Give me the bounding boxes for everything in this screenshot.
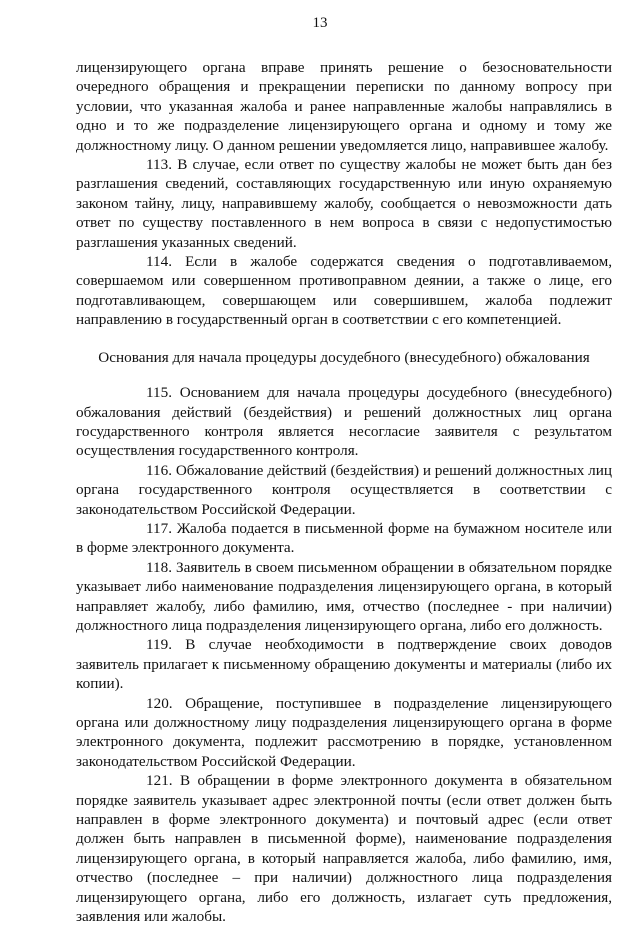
paragraph-114: 114. Если в жалобе содержатся сведения о подготавливаемом, совершаемом или совершенном противоправном деянии, а также о лице, его подготавливающем, совершающем или совершившем, жалоба подлежит направлению в государственный орган в соответствии с его компетенцией. <box>76 253 612 329</box>
paragraph-continuation: лицензирующего органа вправе принять решение о безосновательности очередного обращения и прекращении переписки по данному вопросу при условии, что указанная жалоба и ранее направленные жалобы направлялись в одно и то же подразделение лицензирующего органа и одному и тому же должностному лицу. О данном решении уведомляется лицо, направившее жалобу. <box>76 59 612 154</box>
paragraph-120: 120. Обращение, поступившее в подразделение лицензирующего органа или должностному лицу подразделения лицензирующего органа в форме электронного документа, подлежит рассмотрению в порядке, установленном законодательством Российской Федерации. <box>76 694 612 770</box>
paragraph-119: 119. В случае необходимости в подтверждение своих доводов заявитель прилагает к письменному обращению документы и материалы (либо их копии). <box>76 636 612 693</box>
paragraph-113: 113. В случае, если ответ по существу жалобы не может быть дан без разглашения сведений, составляющих государственную или иную охраняемую законом тайну, лицу, направившему жалобу, сообщается о невозможности дать ответ по существу поставленного в нем вопроса в связи с недопустимостью разглашения указанных сведений. <box>76 156 612 251</box>
paragraph-116: 116. Обжалование действий (бездействия) и решений должностных лиц органа государственного контроля осуществляется в соответствии с законодательством Российской Федерации. <box>76 461 612 518</box>
paragraph-117: 117. Жалоба подается в письменной форме на бумажном носителе или в форме электронного документа. <box>76 519 612 557</box>
document-body <box>76 58 612 926</box>
paragraph-118: 118. Заявитель в своем письменном обращении в обязательном порядке указывает либо наименование подразделения лицензирующего органа, в который направляет жалобу, либо фамилию, имя, отчество (последнее - при наличии) должностного лица подразделения лицензирующего органа, либо его должность. <box>76 558 612 634</box>
paragraph-121: 121. В обращении в форме электронного документа в обязательном порядке заявитель указывает адрес электронной почты (если ответ должен быть направлен в форме электронного документа) и почтовый адрес (если ответ должен быть направлен в письменной форме), наименование подразделения лицензирующего органа, в который направляется жалоба, либо фамилию, имя, отчество (последнее – при наличии) должностного лица подразделения лицензирующего органа, либо его должность, излагает суть предложения, заявления или жалобы. <box>76 772 612 926</box>
paragraph-115: 115. Основанием для начала процедуры досудебного (внесудебного) обжалования действий (бездействия) и решений должностных лиц органа государственного контроля является несогласие заявителя с результатом осуществления государственного контроля. <box>76 384 612 460</box>
page-number: 13 <box>312 15 328 31</box>
section-heading: Основания для начала процедуры досудебного (внесудебного) обжалования <box>98 348 590 366</box>
